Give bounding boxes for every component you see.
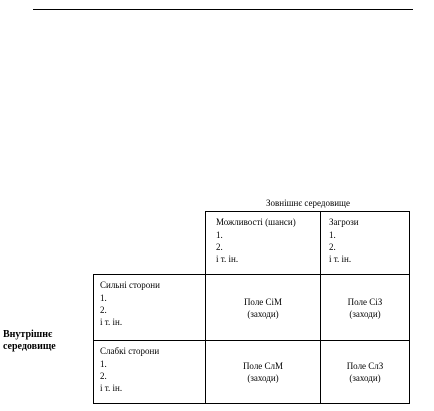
threats-cell: [321, 212, 410, 275]
field-sz-note: (заходи): [349, 308, 381, 319]
weaknesses-cell: [94, 341, 206, 404]
field-slz-cell: [321, 341, 410, 404]
threats-title: Загрози: [329, 217, 359, 227]
top-divider-line: [33, 9, 413, 10]
opportunities-item-2: 2.: [216, 242, 223, 252]
field-sm-name: Поле СіМ: [243, 296, 283, 307]
threats-item-2: 2.: [329, 242, 336, 252]
field-sm-cell: [206, 275, 321, 341]
field-slm-note: (заходи): [247, 373, 279, 383]
field-slz-note: (заходи): [349, 373, 381, 383]
field-sz-name: Поле СіЗ: [347, 296, 383, 307]
field-slz-name: Поле СлЗ: [346, 361, 384, 371]
outer-environment-label: Зовнішнє середовище: [266, 198, 350, 208]
threats-item-etc: і т. ін.: [329, 254, 352, 264]
swot-matrix-table: [93, 211, 410, 404]
threats-item-1: 1.: [329, 230, 336, 240]
strengths-item-1: 1.: [100, 293, 107, 303]
field-sm-note: (заходи): [247, 308, 279, 319]
strengths-row: [94, 275, 410, 341]
strengths-item-etc: і т. ін.: [100, 317, 123, 327]
weaknesses-item-1: 1.: [100, 359, 107, 369]
inner-environment-label-line-2: середовище: [3, 341, 56, 352]
weaknesses-item-etc: і т. ін.: [100, 383, 123, 393]
strengths-cell: [94, 275, 206, 341]
field-slm-cell: [206, 341, 321, 404]
weaknesses-row: [94, 341, 410, 404]
opportunities-title: Можливості (шанси): [216, 217, 296, 227]
weaknesses-item-2: 2.: [100, 371, 107, 381]
inner-environment-label: [3, 329, 56, 353]
header-row: [94, 212, 410, 275]
empty-corner-cell: [94, 212, 206, 275]
strengths-title: Сильні сторони: [100, 280, 160, 290]
field-sz-cell: [321, 275, 410, 341]
weaknesses-title: Слабкі сторони: [100, 346, 160, 356]
opportunities-item-etc: і т. ін.: [216, 254, 239, 264]
field-slm-name: Поле СлМ: [242, 361, 284, 371]
inner-environment-label-line-1: Внутрішнє: [3, 329, 53, 340]
strengths-item-2: 2.: [100, 305, 107, 315]
opportunities-cell: [206, 212, 321, 275]
opportunities-item-1: 1.: [216, 230, 223, 240]
